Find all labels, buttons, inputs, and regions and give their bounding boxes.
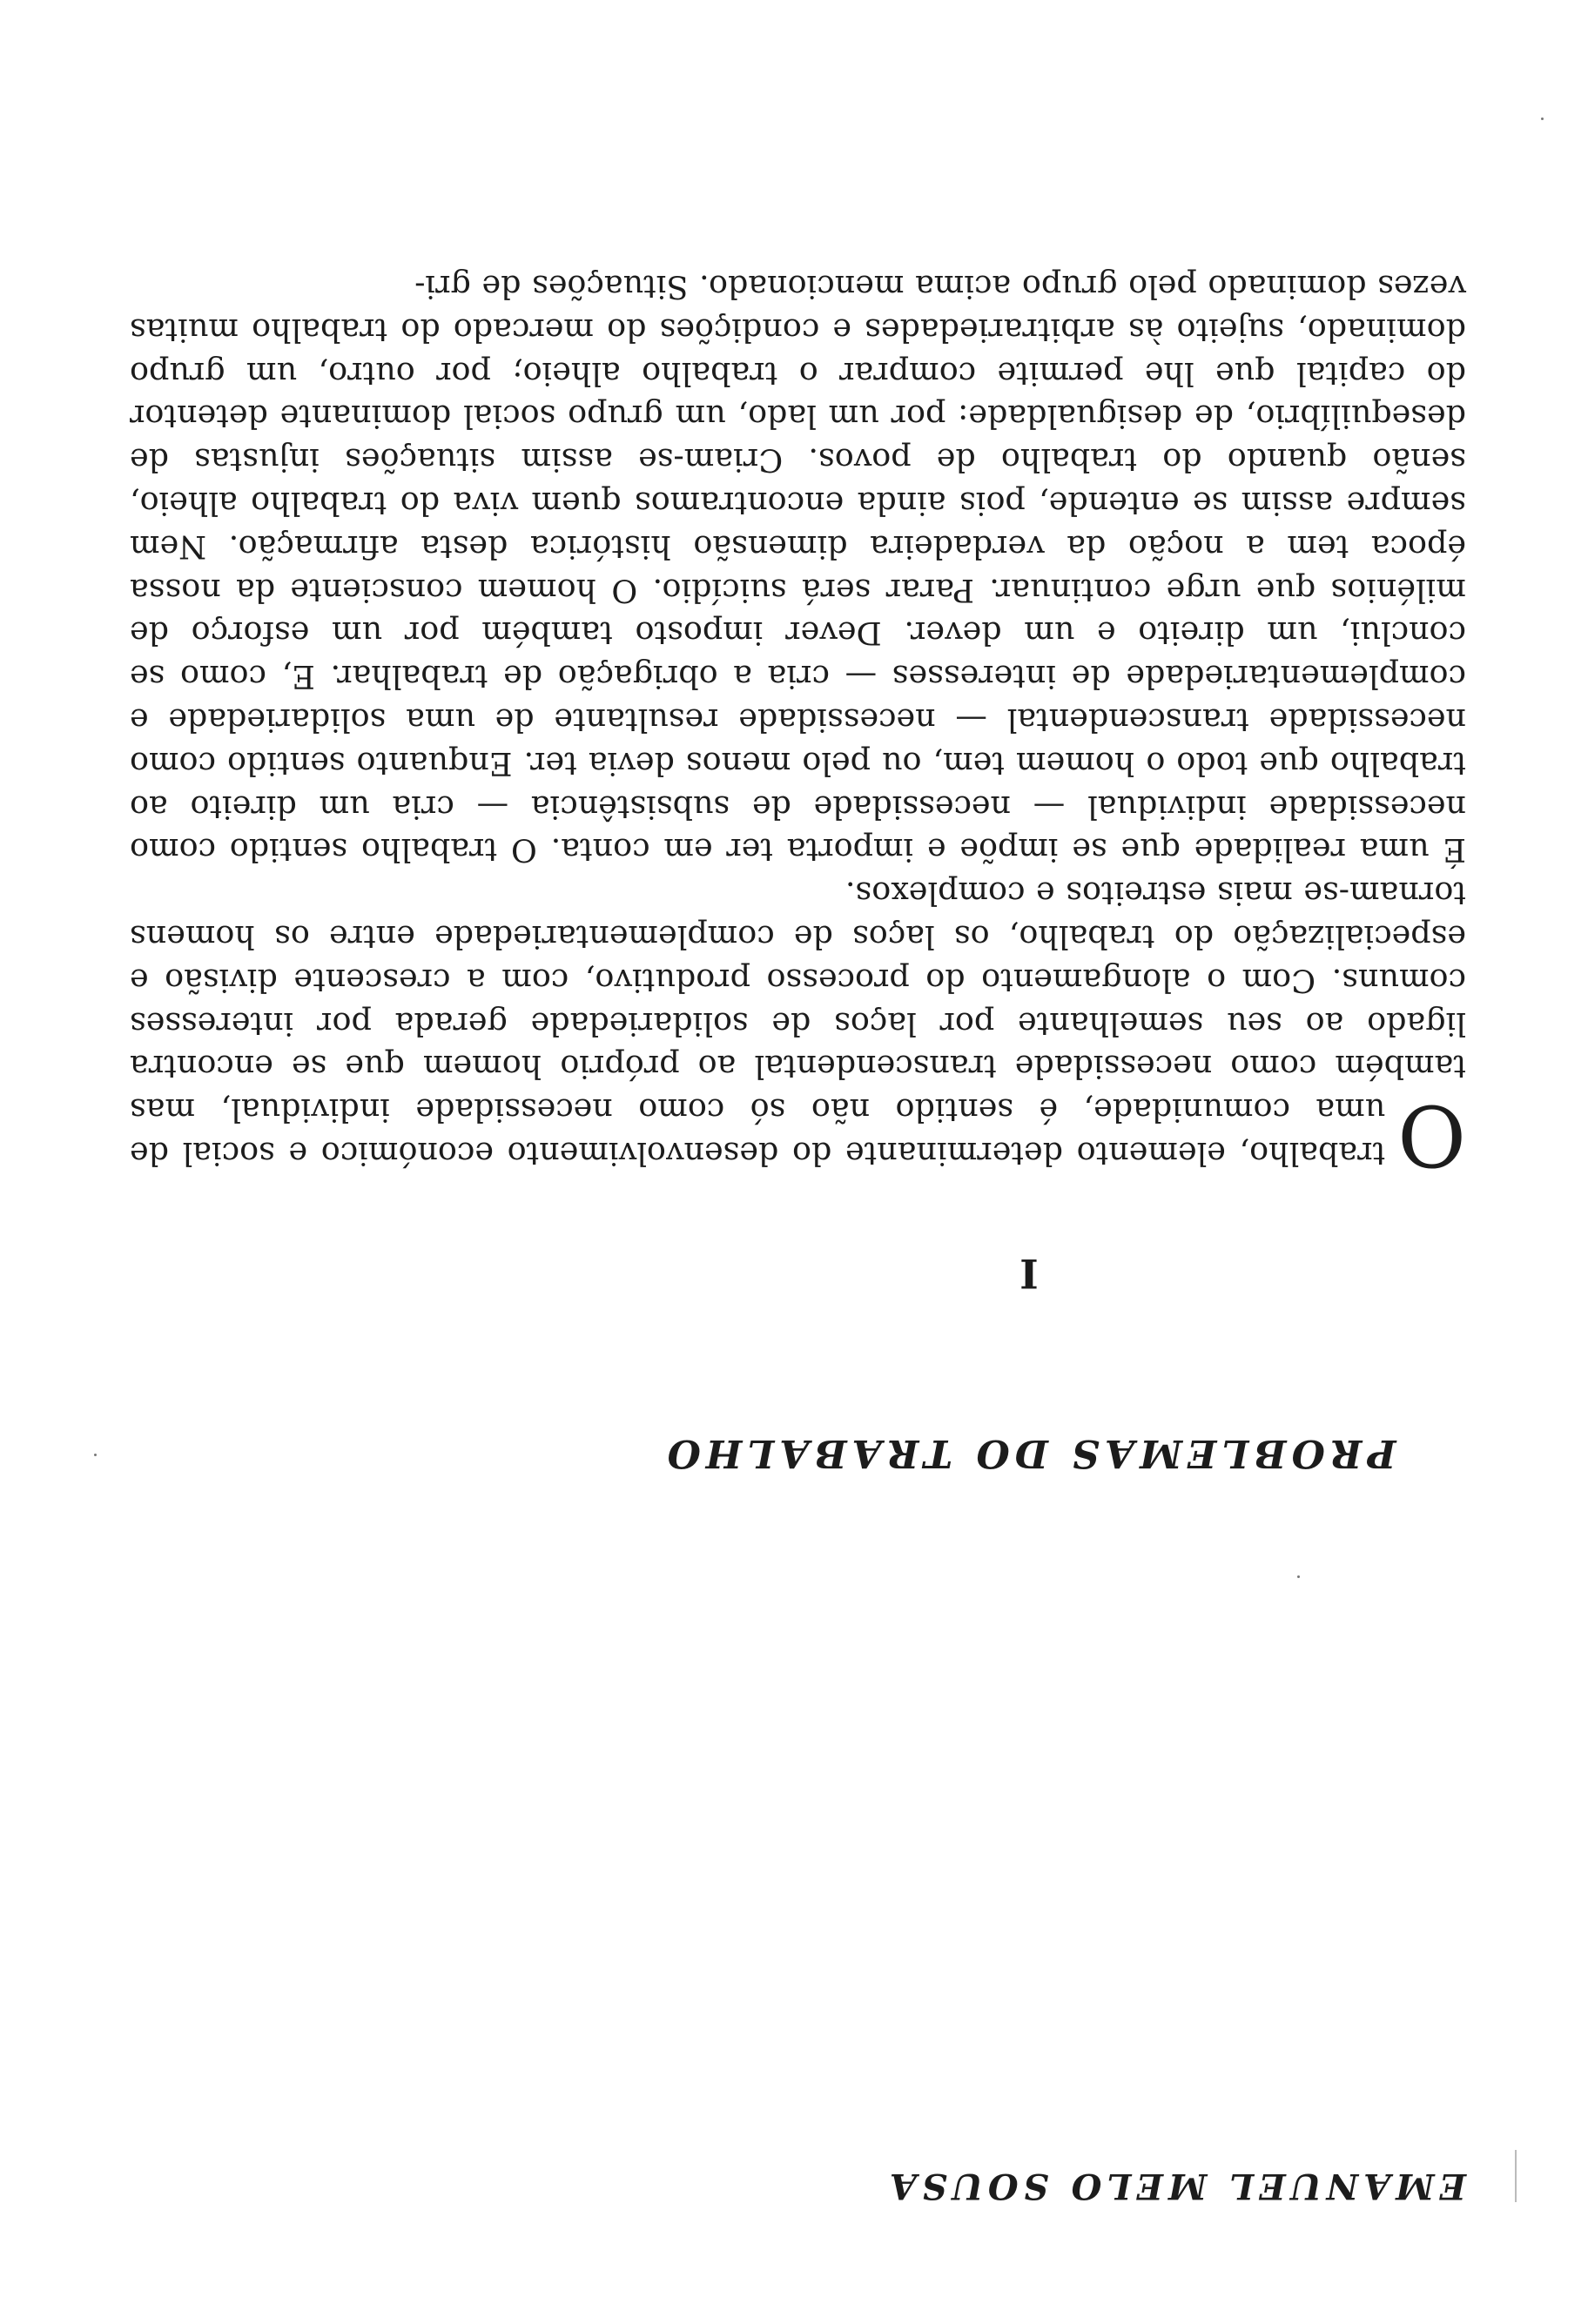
chapter-title: PROBLEMAS DO TRABALHO <box>662 1431 1396 1475</box>
paragraph: É uma realidade que se impõe e importa ter em conta. O trabalho sentido como necessidade individual — necessidade de subsistência — cria um direito ao trabalho que todo o homem tem, ou pelo menos devia ter. Enquanto sentido como necessidade transcendental — necessidade resultante de uma solidariedade e complementariedade de interesses — cria a obrigação de trabalhar. E, como se conclui, um direito e um dever. Dever imposto também por um esforço de milénios que urge continuar. Parar será suicídio. O homem consciente da nossa época tem a noção da verdadeira dimensão histórica desta afirmação. Nem sempre assim se entende, pois ainda encontramos quem viva do trabalho alheio, senão quando do trabalho de povos. Criam-se assim situações injustas de desequilíbrio, de desigualdade: por um lado, um grupo social dominante detentor do capital que lhe permite comprar o trabalho alheio; por outro, um grupo dominado, sujeito às arbitrariedades e condições do mercado do trabalho muitas vezes dominado pelo grupo acima mencionado. Situações de gri- <box>130 268 1466 870</box>
running-header-author: EMANUEL MELO SOUSA <box>885 2166 1466 2206</box>
section-number: I <box>1019 1250 1039 1297</box>
paragraph-text: trabalho, elemento determinante do desenvolvimento económico e social de uma comunidade, é sentido não só como necessidade individual, mas também como necessidade transcendental ao próprio homem que se encontra ligado ao seu semelhante por laços de solidariedade gerada por interesses comuns. Com o alongamento do processo produtivo, com a crescente divisão e especialização do trabalho, os laços de complementariedade entre os homens tornam-se mais estreitos e complexos. <box>130 875 1466 1172</box>
body-text <box>130 265 1466 1184</box>
drop-cap: O <box>1397 1086 1466 1184</box>
paragraph <box>130 871 1466 1184</box>
